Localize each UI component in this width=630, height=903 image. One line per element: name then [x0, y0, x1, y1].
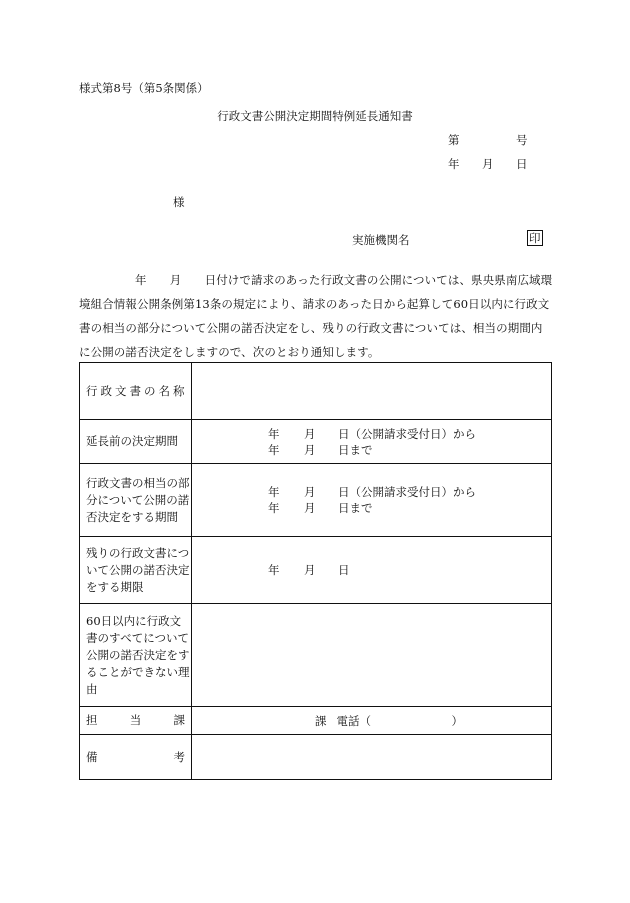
- date-year: 年: [448, 157, 460, 171]
- number-suffix: 号: [516, 133, 528, 147]
- notice-paragraph: 年 月 日付けで請求のあった行政文書の公開については、県央県南広域環境組合情報公開条例第13条の規定により、請求のあった日から起算して60日以内に行政文書の相当の部分について公開の諾否決定をし、残りの行政文書については、相当の期間内に公開の諾否決定をしますので、次のとおり通知します。: [79, 273, 553, 359]
- table-row: [80, 363, 552, 420]
- document-title: 行政文書公開決定期間特例延長通知書: [217, 109, 413, 123]
- date-month: 月: [482, 157, 494, 171]
- addressee-suffix: 様: [173, 195, 185, 209]
- value-partial-period: 年 月 日（公開請求受付日）から 年 月 日まで: [192, 464, 552, 537]
- label-remarks: 備 考: [80, 735, 192, 780]
- value-department: 課 電話（ ）: [192, 707, 552, 735]
- number-label: 第: [448, 133, 460, 147]
- seal-mark: 印: [529, 231, 541, 245]
- details-table: [79, 362, 552, 780]
- label-department: 担 当 課: [80, 707, 192, 735]
- label-reason: 60日以内に行政文書のすべてについて公開の諾否決定をすることができない理由: [80, 604, 192, 707]
- table-row: [80, 604, 552, 707]
- label-partial-period: 行政文書の相当の部分について公開の諾否決定をする期間: [80, 464, 192, 537]
- value-remarks: [192, 735, 552, 780]
- label-original-period: 延長前の決定期間: [80, 420, 192, 464]
- issuer-label: 実施機関名: [352, 233, 410, 247]
- date-day: 日: [516, 157, 528, 171]
- value-remaining-deadline: 年 月 日: [192, 537, 552, 604]
- label-document-name: 行政文書の名称: [80, 363, 192, 420]
- table-row: [80, 537, 552, 604]
- form-number: 様式第8号（第5条関係）: [79, 81, 209, 95]
- value-document-name: [192, 363, 552, 420]
- table-row: [80, 707, 552, 735]
- table-row: [80, 464, 552, 537]
- label-remaining-deadline: 残りの行政文書について公開の諾否決定をする期限: [80, 537, 192, 604]
- value-reason: [192, 604, 552, 707]
- table-row: [80, 735, 552, 780]
- value-original-period: 年 月 日（公開請求受付日）から 年 月 日まで: [192, 420, 552, 464]
- table-row: [80, 420, 552, 464]
